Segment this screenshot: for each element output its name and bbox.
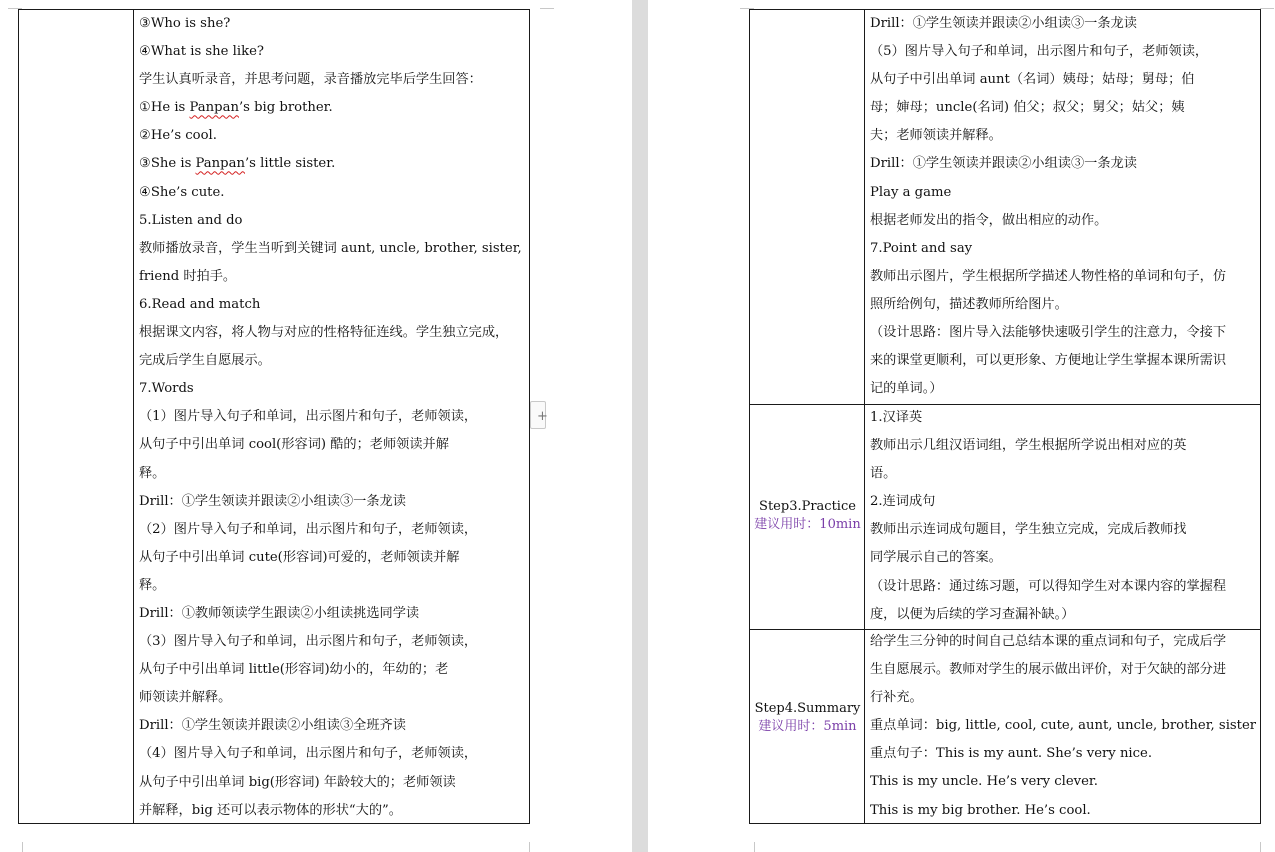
text-line: （5）图片导入句子和单词，出示图片和句子，老师领读，: [870, 44, 1209, 60]
text-line: ③Who is she?: [139, 16, 231, 31]
spellcheck-flag: Panpan: [195, 156, 245, 172]
text-line: 来的课堂更顺利，可以更形象、方便地让学生掌握本课所需识: [870, 353, 1227, 369]
table-row-summary: [865, 630, 1260, 823]
text-line: Drill：①学生领读并跟读②小组读③全班齐读: [139, 718, 406, 734]
text-line: 从句子中引出单词 cool(形容词) 酷的；老师领读并解: [139, 437, 449, 453]
text-line: ④What is she like?: [139, 44, 264, 60]
text-line: 母；婶母；uncle(名词) 伯父；叔父；舅父；姑父；姨: [870, 100, 1185, 116]
text-line: 教师出示图片，学生根据所学描述人物性格的单词和句子，仿: [870, 268, 1227, 284]
text-line: 记的单词。）: [870, 381, 943, 397]
text-line: 从句子中引出单词 big(形容词) 年龄较大的；老师领读: [139, 774, 456, 790]
text-line: ②He’s cool.: [139, 128, 217, 144]
text-line: 教师播放录音，学生当听到关键词 aunt, uncle, brother, sister,: [139, 240, 522, 256]
table-row-words-continued: [865, 10, 1260, 404]
procedure-text: [870, 10, 1256, 403]
spellcheck-flag: Panpan: [189, 100, 239, 116]
text-line: 给学生三分钟的时间自己总结本课的重点词和句子，完成后学: [870, 634, 1227, 649]
text-line: 度，以便为后续的学习查漏补缺。）: [870, 606, 1075, 622]
text-line: （3）图片导入句子和单词，出示图片和句子，老师领读，: [139, 634, 478, 650]
text-line: 2.连词成句: [870, 494, 936, 510]
text-line: 根据课文内容，将人物与对应的性格特征连线。学生独立完成，: [139, 325, 509, 341]
text-line: Drill：①学生领读并跟读②小组读③一条龙读: [870, 16, 1137, 31]
procedure-text: [139, 10, 525, 825]
text-line: （2）图片导入句子和单词，出示图片和句子，老师领读，: [139, 521, 478, 537]
step-title: Step3.Practice: [759, 499, 856, 514]
step-label-practice: [750, 405, 865, 629]
text-line: 5.Listen and do: [139, 212, 243, 228]
text-line: 1.汉译英: [870, 410, 923, 425]
text-line: ③She is Panpan’s little sister.: [139, 156, 336, 172]
step-duration: 建议用时：10min: [754, 517, 861, 532]
text-line: ④She’s cute.: [139, 184, 225, 200]
procedure-text: [870, 404, 1256, 629]
text-line: 照所给例句，描述教师所给图片。: [870, 296, 1068, 312]
document-page-right: [648, 0, 1275, 852]
text-line: 教师出示几组汉语词组，学生根据所学说出相对应的英: [870, 438, 1187, 454]
text-line: This is my big brother. He’s cool.: [870, 802, 1091, 818]
step-duration: 建议用时：5min: [758, 719, 857, 734]
crop-mark: [1260, 842, 1261, 852]
text-line: 行补充。: [870, 690, 923, 706]
text-line: 生自愿展示。教师对学生的展示做出评价，对于欠缺的部分进: [870, 662, 1227, 678]
lesson-plan-table: [749, 9, 1261, 824]
text-line: 6.Read and match: [139, 296, 261, 312]
crop-mark: [529, 842, 530, 852]
lesson-plan-table: [18, 9, 530, 824]
text-line: （设计思路：图片导入法能够快速吸引学生的注意力，令接下: [870, 325, 1227, 341]
step-title: Step4.Summary: [754, 701, 861, 716]
text-line: （设计思路：通过练习题，可以得知学生对本课内容的掌握程: [870, 578, 1227, 594]
text-line: 完成后学生自愿展示。: [139, 353, 271, 369]
text-line: Drill：①学生领读并跟读②小组读③一条龙读: [870, 156, 1137, 172]
text-line: 释。: [139, 465, 166, 481]
text-line: 并解释，big 还可以表示物体的形状“大的”。: [139, 802, 402, 818]
crop-mark: [1260, 8, 1274, 9]
crop-mark: [22, 842, 23, 852]
table-content-cell: [134, 10, 529, 823]
text-line: 重点句子：This is my aunt. She’s very nice.: [870, 746, 1153, 762]
crop-mark: [754, 842, 755, 852]
table-label-cell: [19, 10, 134, 823]
text-line: （4）图片导入句子和单词，出示图片和句子，老师领读，: [139, 746, 478, 762]
text-line: Play a game: [870, 184, 952, 200]
text-line: This is my uncle. He’s very clever.: [870, 774, 1098, 790]
text-line: 7.Words: [139, 381, 194, 397]
text-line: 师领读并解释。: [139, 690, 232, 706]
text-line: 从句子中引出单词 aunt（名词）姨母；姑母；舅母；伯: [870, 72, 1195, 88]
text-line: 7.Point and say: [870, 240, 973, 256]
crop-mark: [540, 8, 554, 9]
text-line: 从句子中引出单词 cute(形容词)可爱的，老师领读并解: [139, 549, 460, 565]
text-line: （1）图片导入句子和单词，出示图片和句子，老师领读，: [139, 409, 478, 425]
text-line: 教师出示连词成句题目，学生独立完成，完成后教师找: [870, 522, 1187, 538]
text-line: 同学展示自己的答案。: [870, 550, 1002, 566]
text-line: Drill：①学生领读并跟读②小组读③一条龙读: [139, 493, 406, 509]
text-line: Drill：①教师领读学生跟读②小组读挑选同学读: [139, 605, 420, 621]
table-row-practice: [865, 405, 1260, 629]
add-row-button[interactable]: +: [530, 401, 546, 429]
text-line: 根据老师发出的指令，做出相应的动作。: [870, 212, 1108, 228]
text-line: 释。: [139, 577, 166, 593]
text-line: 夫；老师领读并解释。: [870, 128, 1002, 144]
page-gutter: [632, 0, 648, 852]
step-label-summary: [750, 630, 865, 825]
text-line: 重点单词：big, little, cool, cute, aunt, uncle, brother, sister: [870, 718, 1256, 734]
text-line: 从句子中引出单词 little(形容词)幼小的，年幼的；老: [139, 662, 449, 678]
text-line: 语。: [870, 466, 897, 482]
text-line: friend 时拍手。: [139, 268, 237, 284]
text-line: ①He is Panpan’s big brother.: [139, 100, 333, 116]
text-line: 学生认真听录音，并思考问题，录音播放完毕后学生回答：: [139, 72, 482, 88]
procedure-text: [870, 628, 1256, 825]
